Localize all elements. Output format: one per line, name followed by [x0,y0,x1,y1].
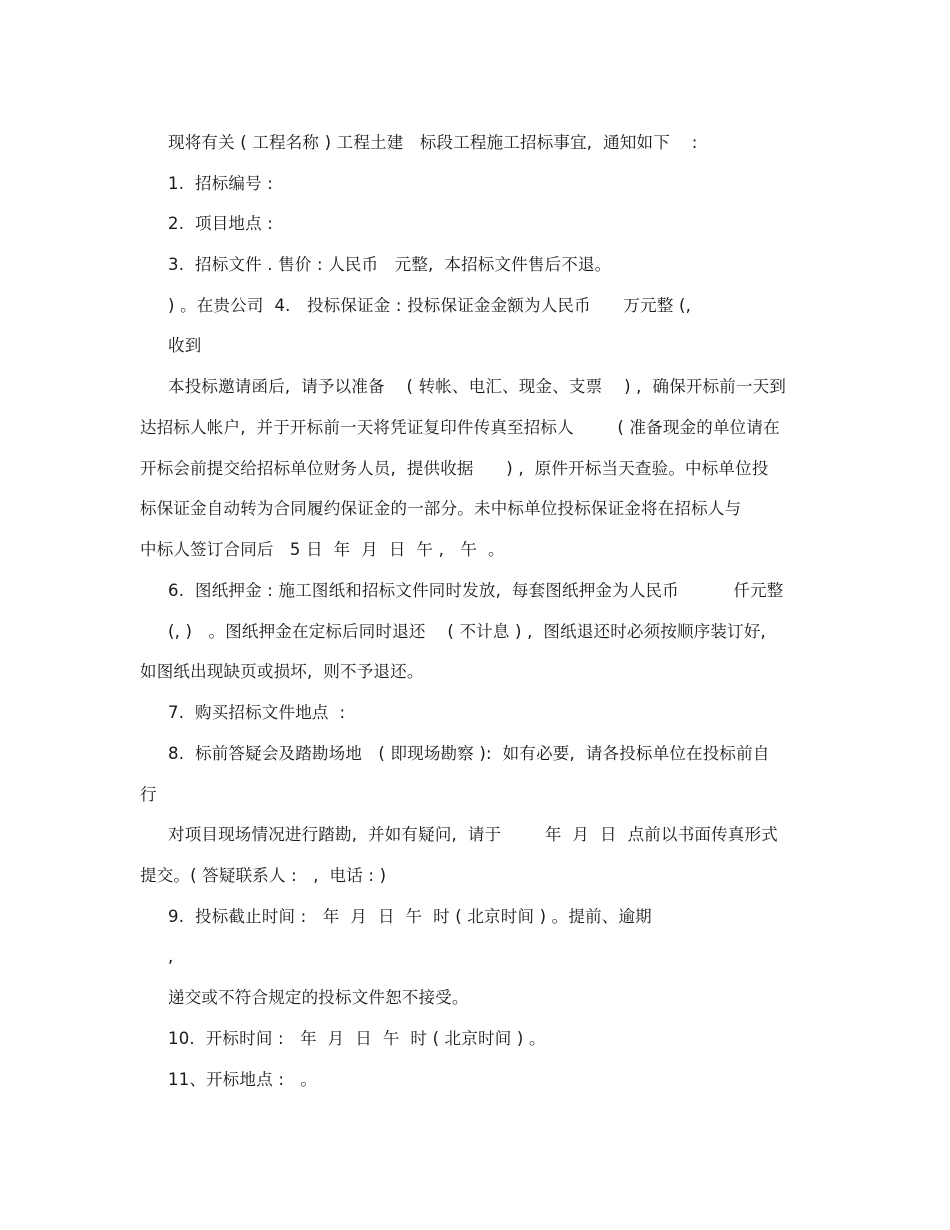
item-9-bid-deadline: 9. 投标截止时间 : 年 月 日 午 时 ( 北京时间 ) 。提前、逾期 [168,907,652,926]
item-7-purchase-location: 7. 购买招标文件地点 : [168,703,346,722]
paragraph-line: 如图纸出现缺页或损坏, 则不予退还。 [140,662,424,681]
paragraph-line: 对项目现场情况进行踏勘, 并如有疑问, 请于 年 月 日 点前以书面传真形式 [168,825,778,844]
item-2-project-location: 2. 项目地点 : [168,214,274,233]
item-6-drawing-deposit: 6. 图纸押金 : 施工图纸和招标文件同时发放, 每套图纸押金为人民币 仟元整 [168,581,784,600]
intro-line: 现将有关 ( 工程名称 ) 工程土建 标段工程施工招标事宜, 通知如下 : [168,133,698,152]
item-10-bid-opening-time: 10. 开标时间 : 年 月 日 午 时 ( 北京时间 ) 。 [168,1029,546,1048]
item-4-bid-bond: ) 。在贵公司 4. 投标保证金 : 投标保证金金额为人民币 万元整 (, [168,296,692,315]
paragraph-line: 达招标人帐户, 并于开标前一天将凭证复印件传真至招标人 ( 准备现金的单位请在 [140,418,780,437]
paragraph-line: 开标会前提交给招标单位财务人员, 提供收据 ) , 原件开标当天查验。中标单位投 [140,459,769,478]
paragraph-line: (, ) 。图纸押金在定标后同时退还 ( 不计息 ) , 图纸退还时必须按顺序装订好, [168,622,766,641]
paragraph-line: 本投标邀请函后, 请予以准备 ( 转帐、电汇、现金、支票 ) , 确保开标前一天到 [168,377,787,396]
paragraph-line: , [168,947,174,966]
paragraph-line: 标保证金自动转为合同履约保证金的一部分。未中标单位投标保证金将在招标人与 [140,499,742,518]
paragraph-line: 提交。( 答疑联系人 : , 电话 : ) [140,866,387,885]
item-4-received: 收到 [168,336,202,355]
item-8-pre-bid-meeting: 8. 标前答疑会及踏勘场地 ( 即现场勘察 ): 如有必要, 请各投标单位在投标前自 [168,744,770,763]
paragraph-line: 行 [140,785,157,804]
item-11-bid-opening-location: 11、开标地点 : 。 [168,1070,318,1089]
paragraph-line: 递交或不符合规定的投标文件恕不接受。 [168,988,469,1007]
paragraph-line: 中标人签订合同后 5 日 年 月 日 午 , 午 。 [140,540,505,559]
item-1-bid-number: 1. 招标编号 : [168,174,274,193]
item-3-bid-document-price: 3. 招标文件 . 售价 : 人民币 元整, 本招标文件售后不退。 [168,255,612,274]
